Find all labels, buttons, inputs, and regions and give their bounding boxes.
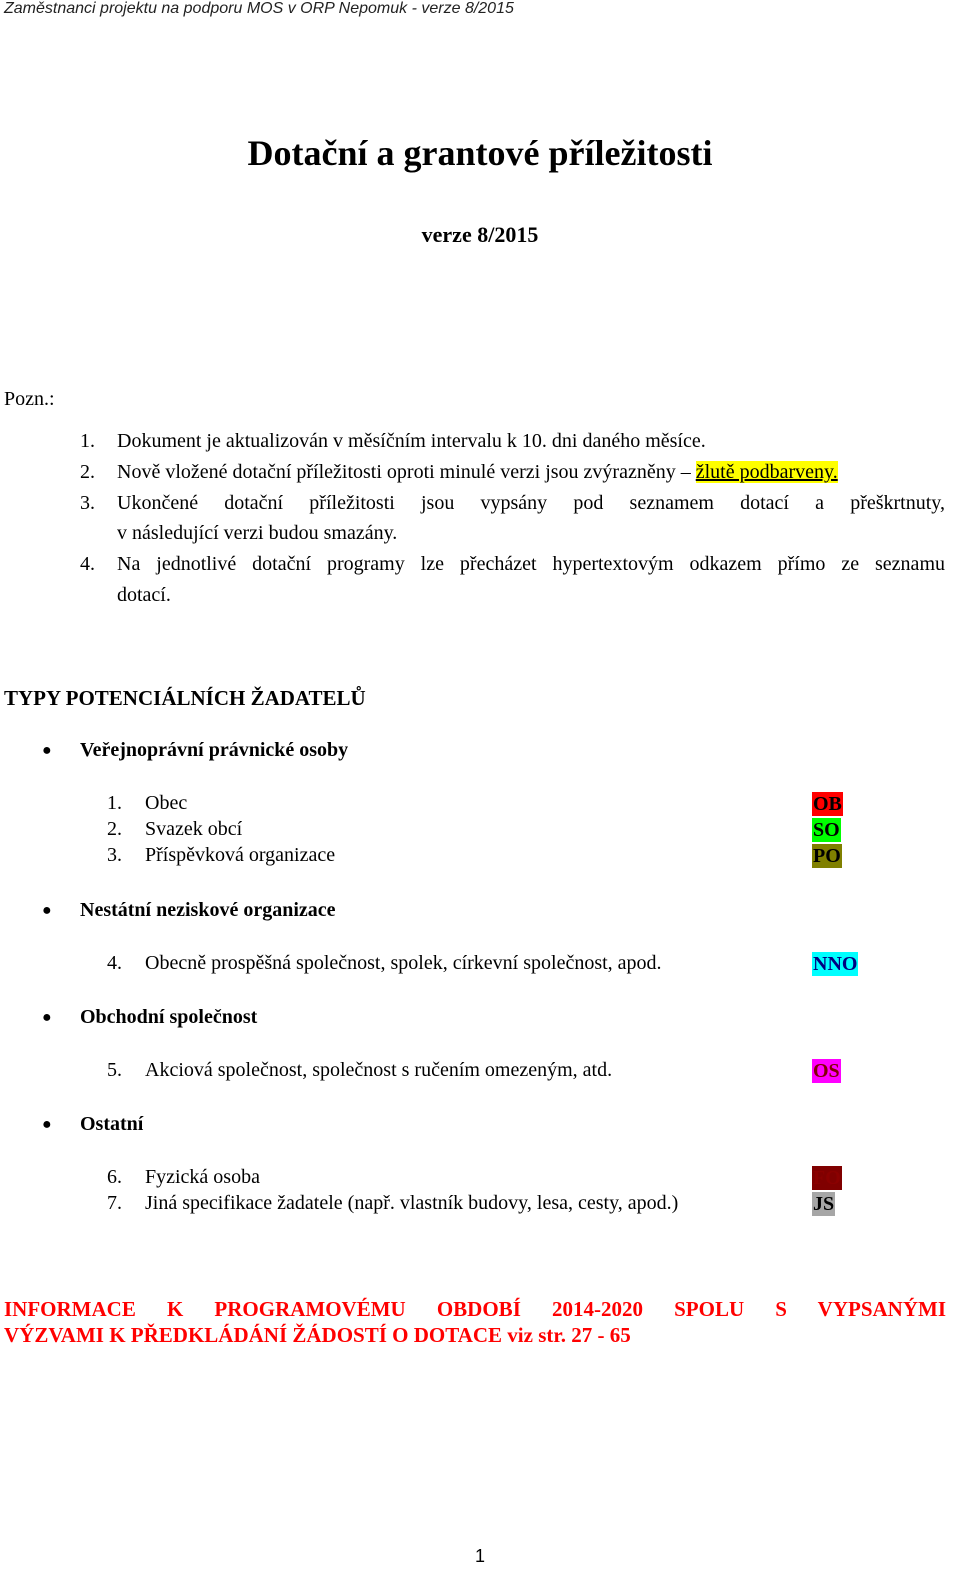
page-subtitle: verze 8/2015 (421, 222, 539, 247)
category-label: Obchodní společnost (80, 1006, 258, 1028)
highlight-sample: žlutě podbarveny. (695, 461, 838, 483)
program-info-line: VÝZVAMI K PŘEDKLÁDÁNÍ ŽÁDOSTÍ O DOTACE viz str. 27 - 65 (4, 1323, 631, 1347)
code-badge: FO (813, 1167, 841, 1189)
category-label: Nestátní neziskové organizace (80, 899, 336, 921)
note-text: Dokument je aktualizován v měsíčním intervalu k 10. dni daného měsíce. (117, 430, 706, 452)
item-text: Jiná specifikace žadatele (např. vlastník budovy, lesa, cesty, apod.) (145, 1192, 679, 1214)
item-text: Akciová společnost, společnost s ručením omezeným, atd. (145, 1059, 613, 1081)
item-text: Svazek obcí (145, 818, 243, 840)
program-info-line: INFORMACE K PROGRAMOVÉMU OBDOBÍ 2014-2020 SPOLU S VYPSANÝMI (4, 1297, 946, 1321)
item-number: 4. (107, 952, 122, 974)
note-text-line: Na jednotlivé dotační programy lze přecházet hypertextovým odkazem přímo ze seznamu (117, 553, 945, 575)
item-number: 5. (107, 1059, 122, 1081)
code-badge: PO (813, 845, 841, 867)
page-title: Dotační a grantové příležitosti (247, 133, 713, 173)
code-badge: JS (813, 1193, 835, 1215)
note-number: 1. (80, 430, 95, 452)
item-text: Obec (145, 792, 188, 814)
item-number: 3. (107, 844, 122, 866)
notes-label: Pozn.: (4, 388, 55, 410)
note-number: 4. (80, 553, 95, 575)
page-number: 1 (474, 1546, 485, 1566)
bullet-icon: ● (42, 742, 52, 759)
note-text-line: dotací. (117, 584, 171, 606)
category-label: Ostatní (80, 1113, 144, 1135)
item-text: Příspěvková organizace (145, 844, 336, 866)
code-badge: OS (813, 1060, 840, 1082)
item-text: Fyzická osoba (145, 1166, 260, 1188)
bullet-icon: ● (42, 1116, 52, 1133)
bullet-icon: ● (42, 902, 52, 919)
note-text-part: Nově vložené dotační příležitosti oproti minulé verzi jsou zvýrazněny – (117, 461, 696, 483)
document-header: Zaměstnanci projektu na podporu MOS v ORP Nepomuk - verze 8/2015 (4, 0, 514, 17)
bullet-icon: ● (42, 1009, 52, 1026)
code-badge: NNO (813, 953, 858, 975)
note-text-line: Ukončené dotační příležitosti jsou vypsány pod seznamem dotací a přeškrtnuty, (117, 492, 945, 514)
category-label: Veřejnoprávní právnické osoby (80, 739, 349, 761)
note-text-line: v následující verzi budou smazány. (117, 522, 398, 544)
item-number: 1. (107, 792, 122, 814)
code-badge: OB (813, 793, 842, 815)
note-number: 3. (80, 492, 95, 514)
item-number: 2. (107, 818, 122, 840)
code-badge: SO (813, 819, 840, 841)
item-number: 6. (107, 1166, 122, 1188)
item-number: 7. (107, 1192, 122, 1214)
note-number: 2. (80, 461, 95, 483)
note-text (117, 461, 838, 484)
section-title: TYPY POTENCIÁLNÍCH ŽADATELŮ (4, 686, 366, 710)
item-text: Obecně prospěšná společnost, spolek, církevní společnost, apod. (145, 952, 662, 974)
